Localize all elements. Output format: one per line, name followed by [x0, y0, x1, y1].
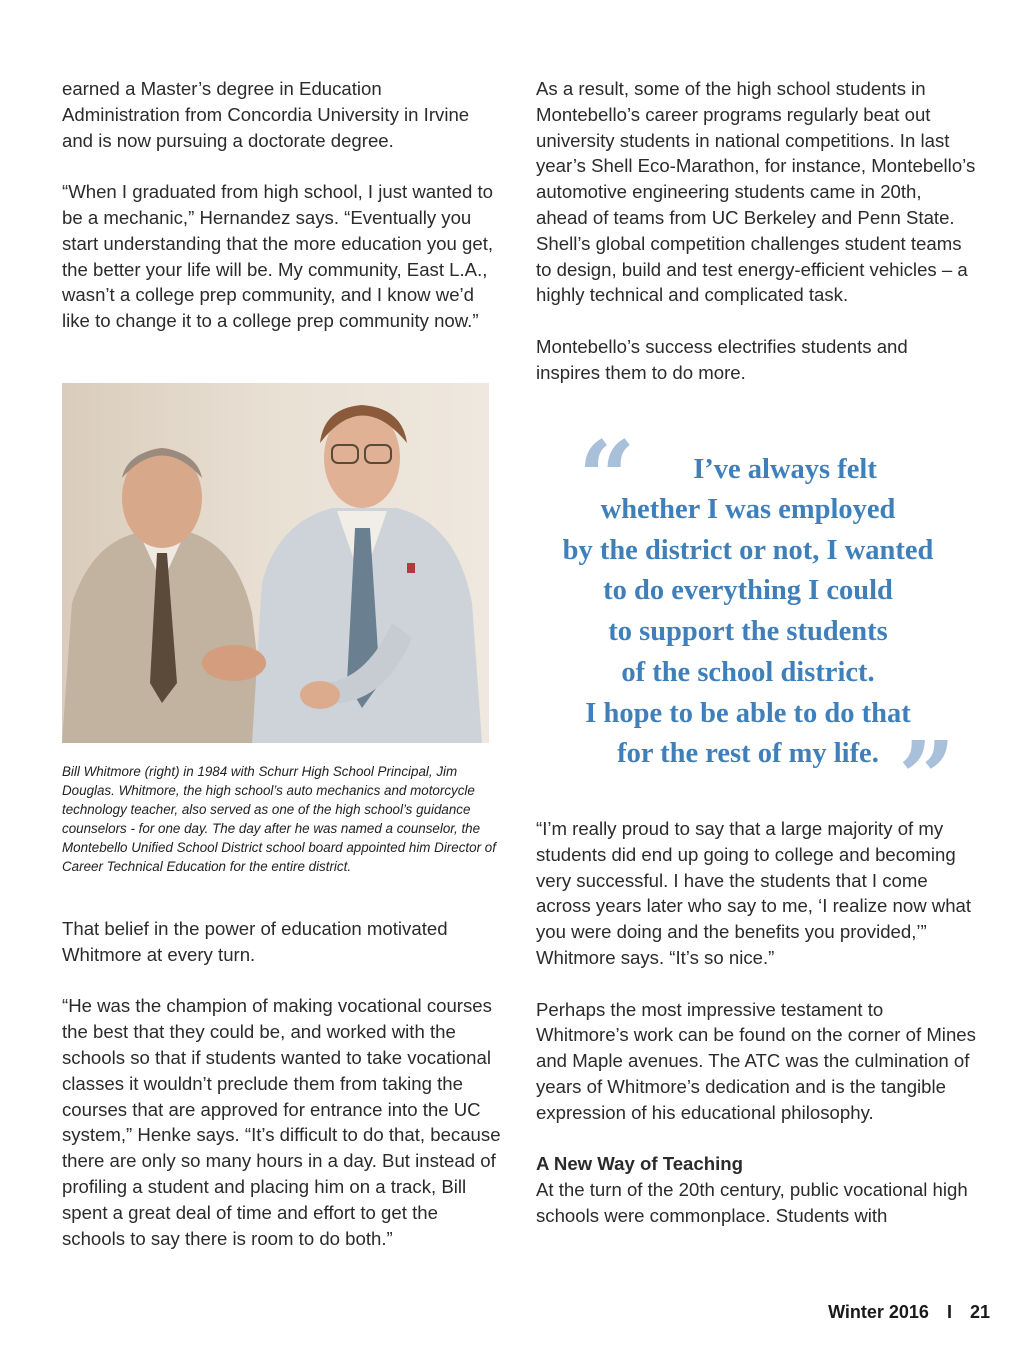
right-column-bottom	[536, 816, 976, 1229]
paragraph: As a result, some of the high school students in Montebello’s career programs regularly beat out university students in national competitions. In last year’s Shell Eco-Marathon, for instance, Montebello’s automotive engineering students came in 20th, ahead of teams from UC Berkeley and Penn State. Shell’s global competition challenges student teams to design, build and test energy-efficient vehicles – a highly technical and complicated task.	[536, 78, 976, 306]
left-column-bottom	[62, 916, 502, 1251]
close-quote-mark: ”	[898, 719, 956, 837]
pull-quote-line: of the school district.	[621, 657, 875, 688]
paragraph: Perhaps the most impressive testament to Whitmore’s work can be found on the corner of Mines and Maple avenues. The ATC was the culmination of years of Whitmore’s dedication and is the tangible expression of his educational philosophy.	[536, 998, 976, 1123]
section-heading: A New Way of Teaching	[536, 1153, 743, 1175]
paragraph: Montebello’s success electrifies students and inspires them to do more.	[536, 335, 908, 383]
open-quote-mark: “	[578, 419, 636, 537]
paragraph: “He was the champion of making vocational courses the best that they could be, and worked with the schools so that if students wanted to take vocational classes it wouldn’t preclude them from taking the courses that are approved for entrance into the UC system,” Henke says. “It’s difficult to do that, because there are only so many hours in a day. But instead of profiling a student and placing him on a track, Bill spent a great deal of time and effort to get the schools to say there is room to do both.”	[62, 995, 501, 1249]
page-footer	[828, 1302, 990, 1323]
pull-quote-line: to do everything I could	[603, 575, 893, 606]
photo-caption: Bill Whitmore (right) in 1984 with Schurr High School Principal, Jim Douglas. Whitmore, the high school’s auto mechanics and motorcycle technology teacher, also served as one of the high school’s guidance counselors - for one day. The day after he was named a counselor, the Montebello Unified School District school board appointed him Director of Career Technical Education for the entire district.	[62, 764, 496, 874]
pull-quote-line: I’ve always felt	[693, 454, 877, 485]
pull-quote-line: by the district or not, I wanted	[562, 535, 934, 566]
pull-quote	[536, 419, 960, 837]
pull-quote-line: I hope to be able to do that	[585, 698, 911, 729]
page-number: 21	[969, 1302, 990, 1322]
paragraph: At the turn of the 20th century, public vocational high schools were commonplace. Students with	[536, 1179, 968, 1226]
issue-label: Winter 2016	[828, 1302, 929, 1322]
left-column-top	[62, 76, 502, 334]
footer-separator: I	[946, 1302, 952, 1322]
pull-quote-line: to support the students	[608, 616, 888, 647]
pull-quote-line: for the rest of my life.	[617, 738, 879, 769]
photo-whitmore-douglas	[62, 383, 489, 743]
paragraph: “I’m really proud to say that a large majority of my students did end up going to college and becoming very successful. I have the students that I come across years later who say to me, ‘I realize now what you were doing and the benefits you provided,’” Whitmore says. “It’s so nice.”	[536, 818, 972, 968]
paragraph: earned a Master’s degree in Education Administration from Concordia University in Irvine and is now pursuing a doctorate degree.	[62, 78, 470, 151]
pull-quote-line: whether I was employed	[600, 494, 896, 525]
paragraph: “When I graduated from high school, I just wanted to be a mechanic,” Hernandez says. “Eventually you start understanding that the more education you get, the better your life will be. My community, East L.A., wasn’t a college prep community, and I know we’d like to change it to a college prep community now.”	[62, 181, 494, 332]
paragraph: That belief in the power of education motivated Whitmore at every turn.	[62, 918, 448, 965]
right-column-top	[536, 76, 976, 386]
